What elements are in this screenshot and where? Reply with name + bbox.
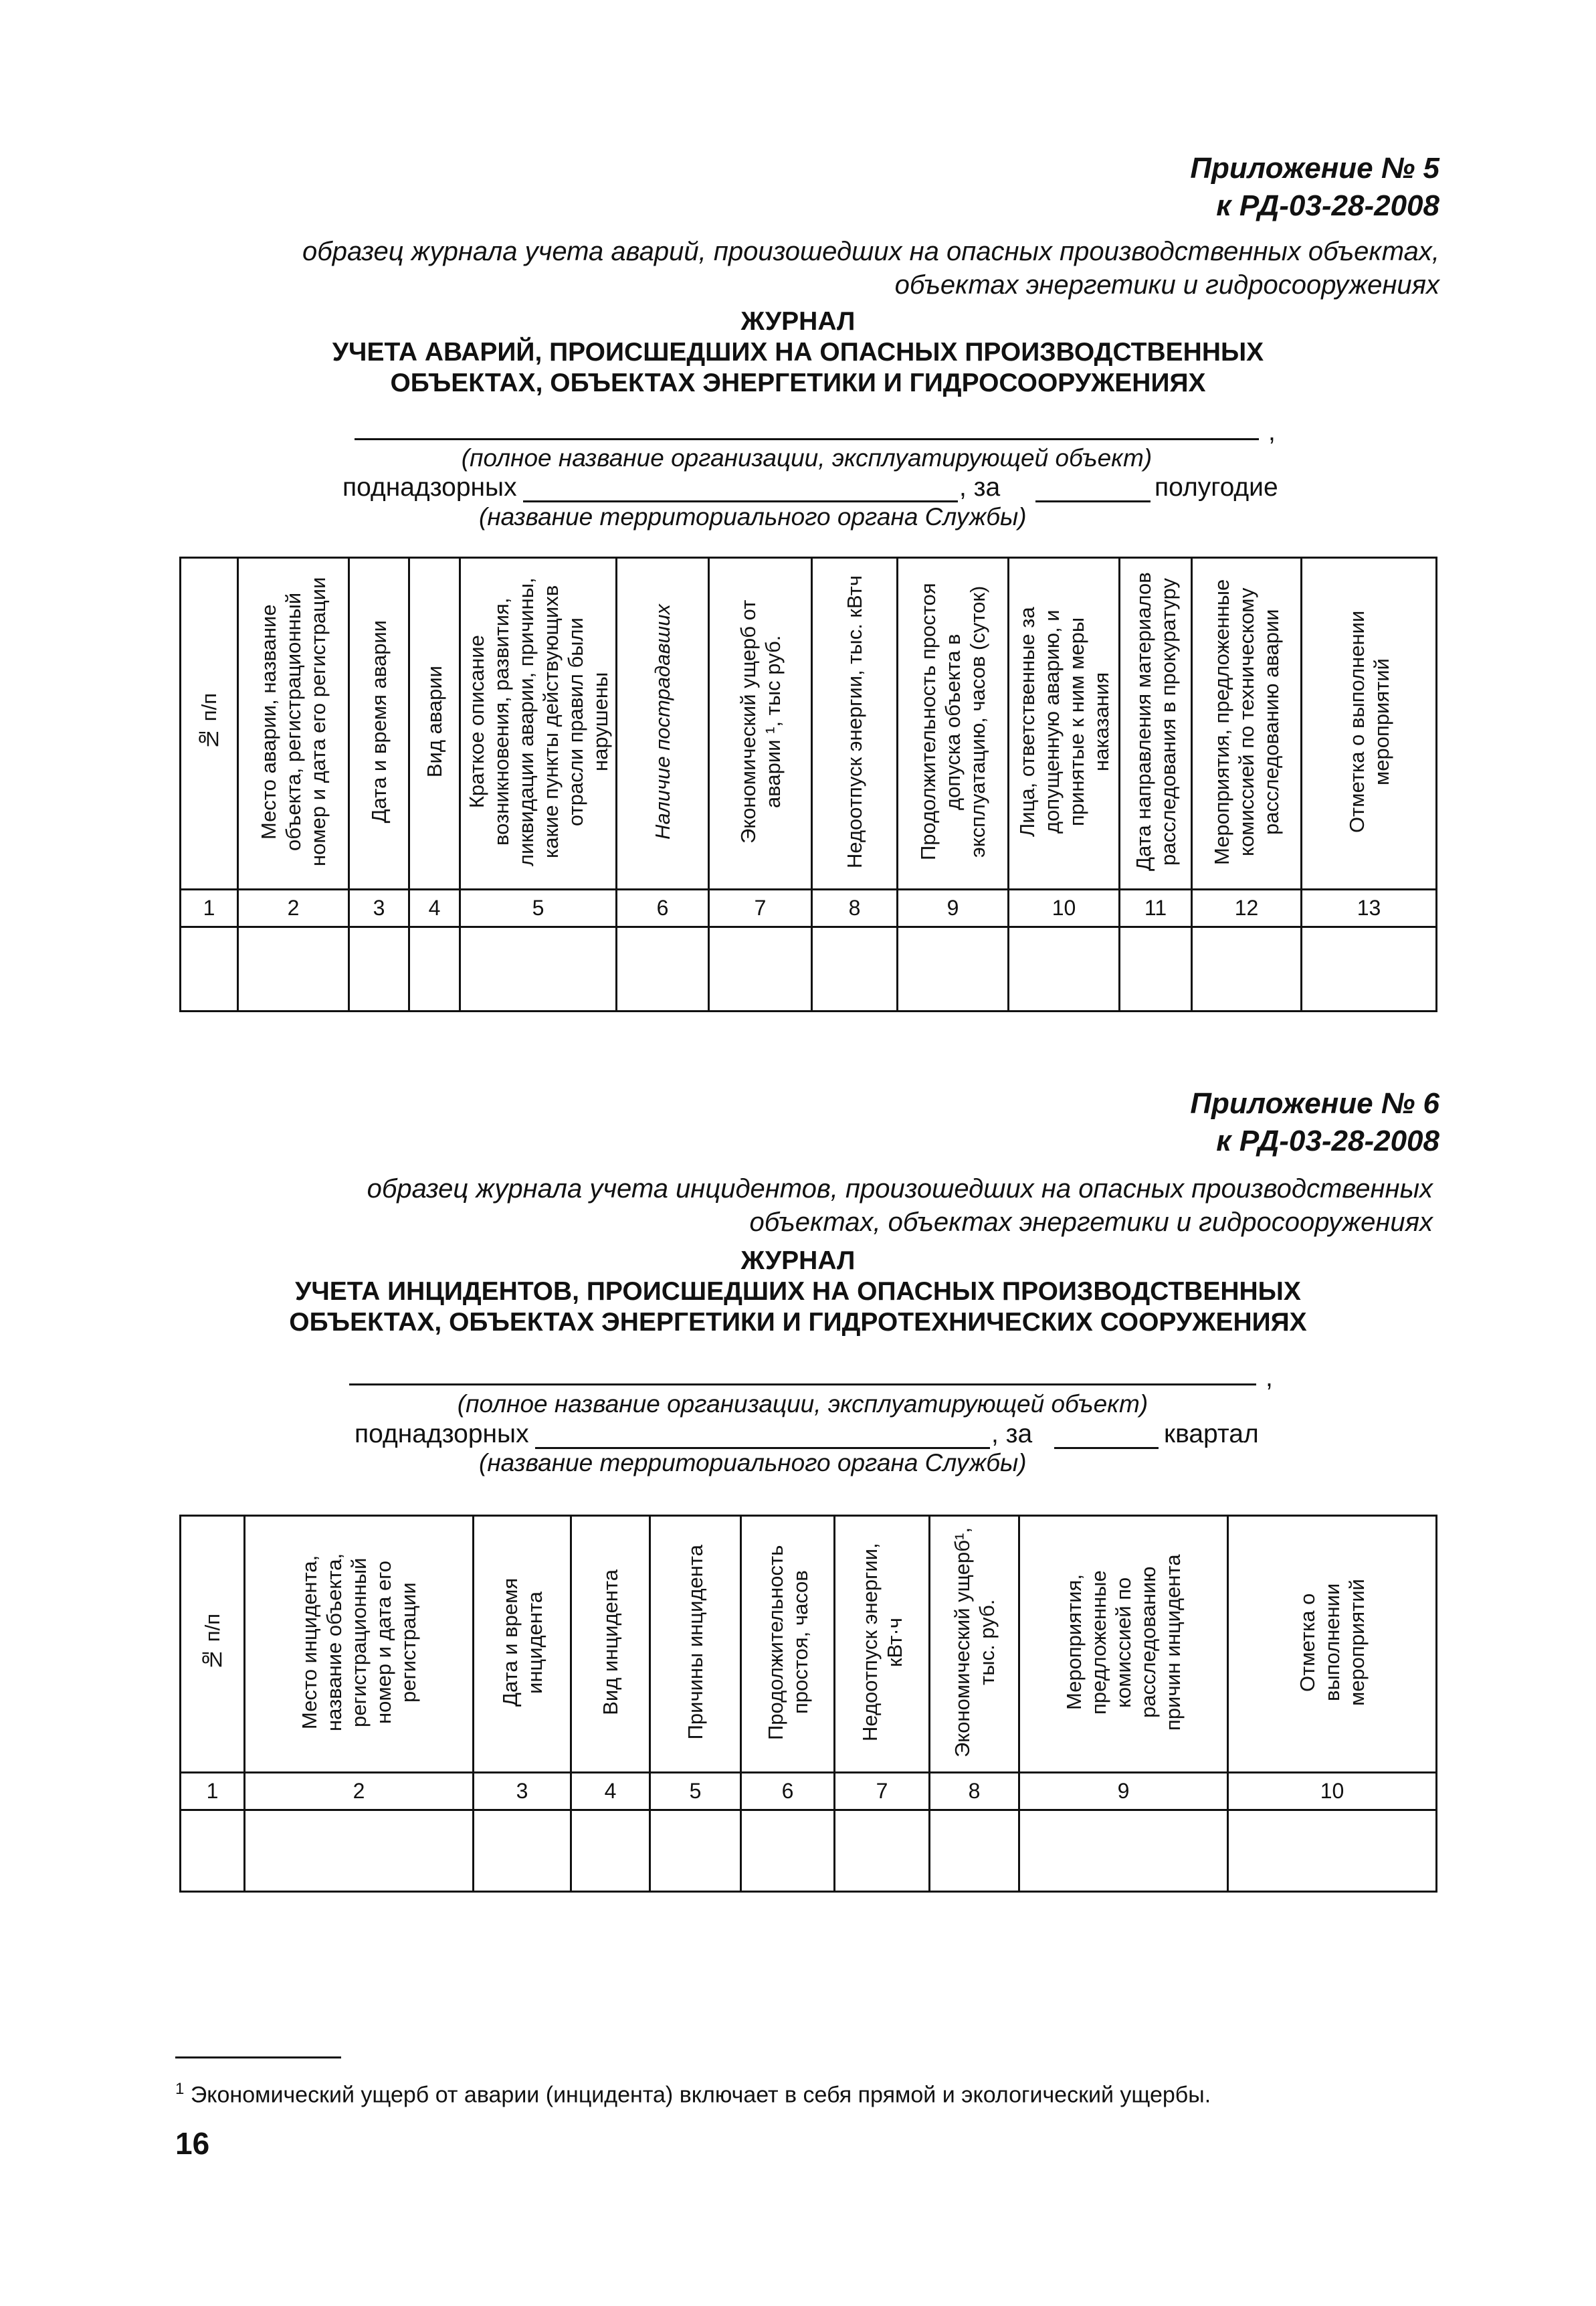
entry-cell: [741, 1810, 835, 1892]
column-header: Мероприятия, предложенные комиссией по техническому расследованию аварии: [1192, 558, 1302, 890]
column-header: Экономический ущерб¹, тыс. руб.: [930, 1516, 1019, 1773]
column-header: Недоотпуск энергии, кВт·ч: [835, 1516, 930, 1773]
column-header: Отметка о выполнении мероприятий: [1228, 1516, 1437, 1773]
period-label: полугодие: [1155, 473, 1278, 502]
org-name-blank-line: [355, 438, 1259, 440]
org-comma: ,: [1266, 1363, 1273, 1392]
column-header: Причины инцидента: [650, 1516, 741, 1773]
entry-cell: [930, 1810, 1019, 1892]
entry-cell: [835, 1810, 930, 1892]
column-number: 1: [181, 1773, 245, 1810]
sample-note-line-2: объектах энергетики и гидросооружениях: [894, 270, 1439, 300]
entry-cell: [617, 927, 709, 1012]
for-label: , за: [991, 1420, 1033, 1448]
entry-cell: [709, 927, 812, 1012]
journal-5-title-block: [0, 306, 1596, 399]
footnote-mark: 1: [175, 2080, 185, 2098]
supervised-label: поднадзорных: [342, 473, 517, 502]
entry-cell: [1228, 1810, 1437, 1892]
entry-cell: [571, 1810, 650, 1892]
appendix-6-title: Приложение № 6: [1190, 1087, 1439, 1120]
footnote: [175, 2075, 1211, 2109]
column-number: 5: [460, 890, 617, 927]
column-header: № п/п: [181, 1516, 245, 1773]
footnote-separator: [175, 2056, 341, 2058]
column-number: 7: [709, 890, 812, 927]
journal-6-title-block: [0, 1246, 1596, 1338]
column-number: 11: [1120, 890, 1192, 927]
entry-cell: [181, 1810, 245, 1892]
column-number: 8: [930, 1773, 1019, 1810]
column-number: 3: [349, 890, 409, 927]
entry-cell: [349, 927, 409, 1012]
territorial-body-caption: (название территориального органа Службы): [479, 1449, 1027, 1476]
column-number: 5: [650, 1773, 741, 1810]
column-number: 4: [409, 890, 460, 927]
column-header: Отметка о выполнении мероприятий: [1302, 558, 1437, 890]
column-number: 8: [812, 890, 898, 927]
column-header: Дата и время аварии: [349, 558, 409, 890]
entry-cell: [650, 1810, 741, 1892]
org-name-caption: (полное название организации, эксплуатирующей объект): [461, 444, 1153, 472]
column-number: 10: [1009, 890, 1120, 927]
column-number: 12: [1192, 890, 1302, 927]
column-header: Продолжительность простоя допуска объекта в эксплуатацию, часов (суток): [898, 558, 1009, 890]
entry-cell: [1009, 927, 1120, 1012]
column-number: 13: [1302, 890, 1437, 927]
column-number: 6: [741, 1773, 835, 1810]
column-header: Наличие пострадавших: [617, 558, 709, 890]
territorial-body-caption: (название территориального органа Службы): [479, 503, 1027, 531]
column-header: Краткое описание возникновения, развития, ликвидации аварии, причины, какие пункты действующихв отрасли правил были нарушены: [460, 558, 617, 890]
column-header: Продолжительность простоя, часов: [741, 1516, 835, 1773]
entry-cell: [474, 1810, 571, 1892]
appendix-6-doc-ref: к РД-03-28-2008: [1216, 1125, 1439, 1157]
column-header: № п/п: [181, 558, 238, 890]
journal-title: ЖУРНАЛ: [740, 1246, 856, 1275]
entry-cell: [245, 1810, 474, 1892]
page-number: 16: [175, 2126, 210, 2161]
column-number-row: [181, 890, 1437, 927]
column-header: Вид аварии: [409, 558, 460, 890]
sample-note-line-2: объектах, объектах энергетики и гидросооружениях: [749, 1208, 1433, 1237]
journal-title: ЖУРНАЛ: [740, 307, 856, 336]
journal-subtitle-2: ОБЪЕКТАХ, ОБЪЕКТАХ ЭНЕРГЕТИКИ И ГИДРОСООРУЖЕНИЯХ: [390, 369, 1206, 397]
column-number: 6: [617, 890, 709, 927]
journal-subtitle-1: УЧЕТА АВАРИЙ, ПРОИСШЕДШИХ НА ОПАСНЫХ ПРОИЗВОДСТВЕННЫХ: [332, 338, 1264, 367]
table-header-row: [181, 558, 1437, 890]
journal-subtitle-1: УЧЕТА ИНЦИДЕНТОВ, ПРОИСШЕДШИХ НА ОПАСНЫХ ПРОИЗВОДСТВЕННЫХ: [295, 1277, 1301, 1306]
footnote-text: Экономический ущерб от аварии (инцидента) включает в себя прямой и экологический ущербы.: [190, 2082, 1211, 2108]
appendix-5-doc-ref: к РД-03-28-2008: [1216, 189, 1439, 222]
entry-cell: [1302, 927, 1437, 1012]
table-header-row: [181, 1516, 1437, 1773]
org-comma: ,: [1268, 417, 1276, 446]
column-number: 7: [835, 1773, 930, 1810]
entry-cell: [1192, 927, 1302, 1012]
column-header: Дата направления материалов расследования в прокуратуру: [1120, 558, 1192, 890]
empty-entry-row: [181, 1810, 1437, 1892]
journal-subtitle-2: ОБЪЕКТАХ, ОБЪЕКТАХ ЭНЕРГЕТИКИ И ГИДРОТЕХНИЧЕСКИХ СООРУЖЕНИЯХ: [289, 1308, 1307, 1337]
column-number: 1: [181, 890, 238, 927]
sample-note-line-1: образец журнала учета инцидентов, произошедших на опасных производственных: [367, 1174, 1433, 1204]
entry-cell: [1019, 1810, 1228, 1892]
entry-cell: [898, 927, 1009, 1012]
entry-cell: [460, 927, 617, 1012]
column-header: Недоотпуск энергии, тыс. кВтч: [812, 558, 898, 890]
column-header: Мероприятия, предложенные комиссией по расследованию причин инцидента: [1019, 1516, 1228, 1773]
column-header: Лица, ответственные за допущенную аварию, и принятые к ним меры наказания: [1009, 558, 1120, 890]
appendix-6-heading: [1190, 1085, 1439, 1160]
period-blank-line: [1054, 1447, 1159, 1449]
appendix-6-sample-note: [367, 1172, 1433, 1239]
appendix-5-heading: [1190, 150, 1439, 225]
org-name-blank-line: [349, 1383, 1256, 1385]
column-number: 10: [1228, 1773, 1437, 1810]
column-header: Место аварии, название объекта, регистрационный номер и дата его регистрации: [238, 558, 349, 890]
column-header: Вид инцидента: [571, 1516, 650, 1773]
sample-note-line-1: образец журнала учета аварий, произошедших на опасных производственных объектах,: [302, 237, 1439, 266]
for-label: , за: [959, 473, 1001, 502]
column-header: Экономический ущерб от аварии ¹, тыс руб.: [709, 558, 812, 890]
period-blank-line: [1035, 500, 1151, 502]
column-number-row: [181, 1773, 1437, 1810]
column-number: 2: [245, 1773, 474, 1810]
org-name-caption: (полное название организации, эксплуатирующей объект): [457, 1390, 1149, 1418]
entry-cell: [238, 927, 349, 1012]
column-header: Дата и время инцидента: [474, 1516, 571, 1773]
column-number: 9: [898, 890, 1009, 927]
column-number: 4: [571, 1773, 650, 1810]
column-header: Место инцидента, название объекта, регистрационный номер и дата его регистрации: [245, 1516, 474, 1773]
column-number: 9: [1019, 1773, 1228, 1810]
appendix-5-sample-note: [302, 235, 1439, 302]
supervised-label: поднадзорных: [355, 1420, 529, 1448]
appendix-5-title: Приложение № 5: [1190, 152, 1439, 185]
entry-cell: [409, 927, 460, 1012]
column-number: 3: [474, 1773, 571, 1810]
entry-cell: [181, 927, 238, 1012]
incident-journal-table: [179, 1515, 1437, 1893]
period-label: квартал: [1164, 1420, 1259, 1448]
empty-entry-row: [181, 927, 1437, 1012]
column-number: 2: [238, 890, 349, 927]
accident-journal-table: [179, 557, 1437, 1012]
entry-cell: [1120, 927, 1192, 1012]
entry-cell: [812, 927, 898, 1012]
